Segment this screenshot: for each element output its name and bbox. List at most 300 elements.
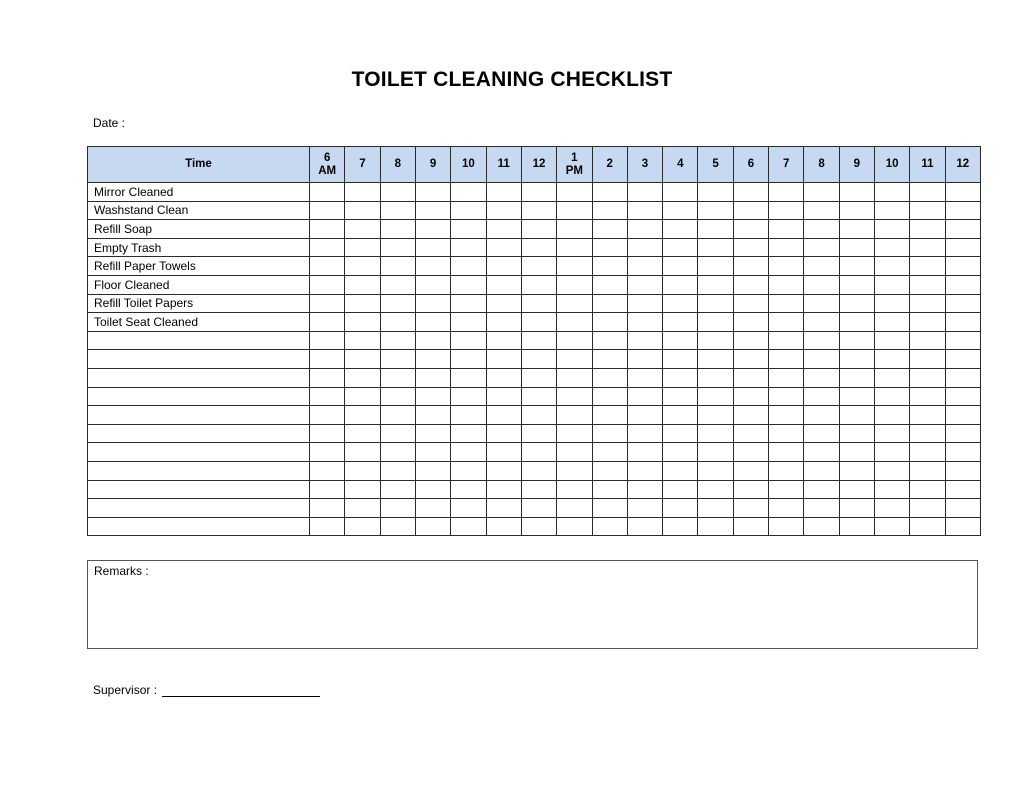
check-cell[interactable] [839,517,874,536]
check-cell[interactable] [345,238,380,257]
check-cell[interactable] [521,183,556,202]
check-cell[interactable] [345,331,380,350]
check-cell[interactable] [486,387,521,406]
check-cell[interactable] [451,461,486,480]
check-cell[interactable] [839,499,874,518]
check-cell[interactable] [910,257,945,276]
remarks-box[interactable] [87,560,978,649]
check-cell[interactable] [557,238,592,257]
check-cell[interactable] [804,220,839,239]
check-cell[interactable] [769,294,804,313]
check-cell[interactable] [415,443,450,462]
check-cell[interactable] [415,461,450,480]
check-cell[interactable] [380,480,415,499]
check-cell[interactable] [733,238,768,257]
check-cell[interactable] [486,350,521,369]
check-cell[interactable] [839,387,874,406]
check-cell[interactable] [839,350,874,369]
check-cell[interactable] [945,368,980,387]
check-cell[interactable] [839,238,874,257]
check-cell[interactable] [769,387,804,406]
check-cell[interactable] [521,257,556,276]
check-cell[interactable] [557,406,592,425]
check-cell[interactable] [698,387,733,406]
check-cell[interactable] [733,499,768,518]
check-cell[interactable] [733,480,768,499]
check-cell[interactable] [839,406,874,425]
check-cell[interactable] [910,238,945,257]
check-cell[interactable] [380,183,415,202]
check-cell[interactable] [592,331,627,350]
check-cell[interactable] [945,294,980,313]
check-cell[interactable] [839,257,874,276]
check-cell[interactable] [875,294,910,313]
check-cell[interactable] [839,443,874,462]
check-cell[interactable] [557,443,592,462]
check-cell[interactable] [345,387,380,406]
check-cell[interactable] [804,406,839,425]
check-cell[interactable] [875,424,910,443]
check-cell[interactable] [875,499,910,518]
check-cell[interactable] [451,294,486,313]
check-cell[interactable] [451,238,486,257]
check-cell[interactable] [875,368,910,387]
check-cell[interactable] [945,313,980,332]
check-cell[interactable] [804,201,839,220]
check-cell[interactable] [875,443,910,462]
supervisor-signature-line[interactable] [162,685,320,697]
check-cell[interactable] [380,424,415,443]
check-cell[interactable] [486,220,521,239]
check-cell[interactable] [486,183,521,202]
check-cell[interactable] [733,517,768,536]
check-cell[interactable] [592,294,627,313]
check-cell[interactable] [486,424,521,443]
check-cell[interactable] [486,294,521,313]
check-cell[interactable] [698,183,733,202]
check-cell[interactable] [733,257,768,276]
check-cell[interactable] [557,294,592,313]
check-cell[interactable] [945,220,980,239]
check-cell[interactable] [839,331,874,350]
check-cell[interactable] [521,220,556,239]
check-cell[interactable] [451,443,486,462]
check-cell[interactable] [345,424,380,443]
check-cell[interactable] [557,275,592,294]
check-cell[interactable] [875,461,910,480]
check-cell[interactable] [733,294,768,313]
check-cell[interactable] [839,313,874,332]
check-cell[interactable] [486,480,521,499]
check-cell[interactable] [769,238,804,257]
check-cell[interactable] [663,220,698,239]
check-cell[interactable] [769,461,804,480]
check-cell[interactable] [415,275,450,294]
check-cell[interactable] [415,480,450,499]
check-cell[interactable] [415,424,450,443]
check-cell[interactable] [627,331,662,350]
check-cell[interactable] [380,238,415,257]
check-cell[interactable] [415,183,450,202]
check-cell[interactable] [804,387,839,406]
check-cell[interactable] [804,313,839,332]
check-cell[interactable] [415,220,450,239]
check-cell[interactable] [698,313,733,332]
check-cell[interactable] [415,406,450,425]
check-cell[interactable] [380,257,415,276]
check-cell[interactable] [875,238,910,257]
check-cell[interactable] [839,201,874,220]
check-cell[interactable] [910,443,945,462]
check-cell[interactable] [733,313,768,332]
check-cell[interactable] [804,517,839,536]
check-cell[interactable] [910,275,945,294]
check-cell[interactable] [451,313,486,332]
check-cell[interactable] [627,406,662,425]
check-cell[interactable] [698,480,733,499]
check-cell[interactable] [310,331,345,350]
check-cell[interactable] [310,201,345,220]
check-cell[interactable] [592,461,627,480]
check-cell[interactable] [910,387,945,406]
check-cell[interactable] [521,517,556,536]
check-cell[interactable] [627,461,662,480]
check-cell[interactable] [310,480,345,499]
check-cell[interactable] [875,220,910,239]
check-cell[interactable] [663,201,698,220]
check-cell[interactable] [486,406,521,425]
check-cell[interactable] [451,257,486,276]
check-cell[interactable] [345,499,380,518]
check-cell[interactable] [875,387,910,406]
check-cell[interactable] [627,387,662,406]
check-cell[interactable] [521,461,556,480]
check-cell[interactable] [557,387,592,406]
check-cell[interactable] [521,238,556,257]
check-cell[interactable] [557,220,592,239]
check-cell[interactable] [698,461,733,480]
check-cell[interactable] [804,294,839,313]
check-cell[interactable] [380,499,415,518]
check-cell[interactable] [663,294,698,313]
check-cell[interactable] [310,368,345,387]
check-cell[interactable] [769,331,804,350]
check-cell[interactable] [380,201,415,220]
check-cell[interactable] [345,183,380,202]
check-cell[interactable] [769,517,804,536]
check-cell[interactable] [592,368,627,387]
check-cell[interactable] [945,350,980,369]
check-cell[interactable] [769,220,804,239]
check-cell[interactable] [663,443,698,462]
check-cell[interactable] [310,238,345,257]
check-cell[interactable] [310,424,345,443]
check-cell[interactable] [663,461,698,480]
check-cell[interactable] [451,183,486,202]
check-cell[interactable] [875,257,910,276]
check-cell[interactable] [698,350,733,369]
check-cell[interactable] [345,275,380,294]
check-cell[interactable] [380,387,415,406]
check-cell[interactable] [698,294,733,313]
check-cell[interactable] [521,275,556,294]
check-cell[interactable] [557,331,592,350]
check-cell[interactable] [345,461,380,480]
check-cell[interactable] [627,220,662,239]
check-cell[interactable] [663,331,698,350]
check-cell[interactable] [663,313,698,332]
check-cell[interactable] [627,313,662,332]
check-cell[interactable] [521,201,556,220]
check-cell[interactable] [733,183,768,202]
check-cell[interactable] [839,424,874,443]
check-cell[interactable] [804,368,839,387]
check-cell[interactable] [415,331,450,350]
check-cell[interactable] [698,201,733,220]
check-cell[interactable] [592,350,627,369]
check-cell[interactable] [486,275,521,294]
check-cell[interactable] [415,257,450,276]
check-cell[interactable] [310,461,345,480]
check-cell[interactable] [451,201,486,220]
check-cell[interactable] [451,350,486,369]
check-cell[interactable] [486,331,521,350]
check-cell[interactable] [345,350,380,369]
check-cell[interactable] [910,183,945,202]
check-cell[interactable] [310,257,345,276]
check-cell[interactable] [380,220,415,239]
check-cell[interactable] [910,480,945,499]
check-cell[interactable] [769,257,804,276]
check-cell[interactable] [486,238,521,257]
check-cell[interactable] [345,406,380,425]
check-cell[interactable] [486,313,521,332]
check-cell[interactable] [839,368,874,387]
check-cell[interactable] [627,201,662,220]
check-cell[interactable] [733,461,768,480]
check-cell[interactable] [380,313,415,332]
check-cell[interactable] [557,480,592,499]
check-cell[interactable] [486,443,521,462]
check-cell[interactable] [345,517,380,536]
check-cell[interactable] [310,294,345,313]
check-cell[interactable] [875,480,910,499]
check-cell[interactable] [521,480,556,499]
check-cell[interactable] [804,350,839,369]
check-cell[interactable] [521,350,556,369]
check-cell[interactable] [698,257,733,276]
check-cell[interactable] [945,424,980,443]
check-cell[interactable] [310,443,345,462]
check-cell[interactable] [627,443,662,462]
check-cell[interactable] [380,443,415,462]
check-cell[interactable] [910,461,945,480]
check-cell[interactable] [698,331,733,350]
check-cell[interactable] [663,368,698,387]
check-cell[interactable] [415,238,450,257]
check-cell[interactable] [557,313,592,332]
check-cell[interactable] [592,313,627,332]
check-cell[interactable] [310,275,345,294]
check-cell[interactable] [733,331,768,350]
check-cell[interactable] [875,350,910,369]
check-cell[interactable] [698,238,733,257]
check-cell[interactable] [769,424,804,443]
check-cell[interactable] [521,387,556,406]
check-cell[interactable] [945,183,980,202]
check-cell[interactable] [663,275,698,294]
check-cell[interactable] [910,350,945,369]
check-cell[interactable] [345,257,380,276]
check-cell[interactable] [380,461,415,480]
check-cell[interactable] [627,517,662,536]
check-cell[interactable] [663,480,698,499]
check-cell[interactable] [592,406,627,425]
check-cell[interactable] [521,424,556,443]
check-cell[interactable] [345,201,380,220]
check-cell[interactable] [945,499,980,518]
check-cell[interactable] [310,350,345,369]
check-cell[interactable] [627,257,662,276]
check-cell[interactable] [663,387,698,406]
check-cell[interactable] [557,201,592,220]
check-cell[interactable] [875,331,910,350]
check-cell[interactable] [627,350,662,369]
check-cell[interactable] [733,201,768,220]
check-cell[interactable] [557,368,592,387]
check-cell[interactable] [415,368,450,387]
check-cell[interactable] [663,350,698,369]
check-cell[interactable] [769,368,804,387]
check-cell[interactable] [910,499,945,518]
check-cell[interactable] [663,238,698,257]
check-cell[interactable] [415,499,450,518]
check-cell[interactable] [804,331,839,350]
check-cell[interactable] [804,257,839,276]
check-cell[interactable] [557,424,592,443]
check-cell[interactable] [839,294,874,313]
check-cell[interactable] [910,201,945,220]
check-cell[interactable] [310,183,345,202]
check-cell[interactable] [557,517,592,536]
check-cell[interactable] [521,331,556,350]
check-cell[interactable] [804,499,839,518]
check-cell[interactable] [875,313,910,332]
check-cell[interactable] [769,183,804,202]
check-cell[interactable] [945,461,980,480]
check-cell[interactable] [910,313,945,332]
check-cell[interactable] [345,368,380,387]
check-cell[interactable] [380,517,415,536]
check-cell[interactable] [310,517,345,536]
check-cell[interactable] [698,443,733,462]
check-cell[interactable] [627,294,662,313]
check-cell[interactable] [451,480,486,499]
check-cell[interactable] [839,461,874,480]
check-cell[interactable] [486,257,521,276]
check-cell[interactable] [769,275,804,294]
check-cell[interactable] [627,275,662,294]
check-cell[interactable] [345,294,380,313]
check-cell[interactable] [557,350,592,369]
check-cell[interactable] [310,406,345,425]
check-cell[interactable] [875,201,910,220]
check-cell[interactable] [486,461,521,480]
check-cell[interactable] [592,201,627,220]
check-cell[interactable] [910,424,945,443]
check-cell[interactable] [910,220,945,239]
check-cell[interactable] [698,368,733,387]
check-cell[interactable] [875,406,910,425]
check-cell[interactable] [310,499,345,518]
check-cell[interactable] [875,275,910,294]
check-cell[interactable] [945,257,980,276]
check-cell[interactable] [521,443,556,462]
check-cell[interactable] [663,406,698,425]
check-cell[interactable] [910,331,945,350]
check-cell[interactable] [592,220,627,239]
check-cell[interactable] [380,368,415,387]
check-cell[interactable] [380,331,415,350]
check-cell[interactable] [451,368,486,387]
check-cell[interactable] [592,275,627,294]
check-cell[interactable] [592,499,627,518]
check-cell[interactable] [627,480,662,499]
check-cell[interactable] [380,406,415,425]
check-cell[interactable] [592,517,627,536]
check-cell[interactable] [627,424,662,443]
check-cell[interactable] [910,406,945,425]
check-cell[interactable] [521,313,556,332]
check-cell[interactable] [486,368,521,387]
check-cell[interactable] [698,220,733,239]
check-cell[interactable] [663,517,698,536]
check-cell[interactable] [804,424,839,443]
check-cell[interactable] [451,387,486,406]
check-cell[interactable] [663,183,698,202]
check-cell[interactable] [733,275,768,294]
check-cell[interactable] [663,257,698,276]
check-cell[interactable] [592,238,627,257]
check-cell[interactable] [451,331,486,350]
check-cell[interactable] [945,238,980,257]
check-cell[interactable] [486,517,521,536]
check-cell[interactable] [875,517,910,536]
check-cell[interactable] [521,406,556,425]
check-cell[interactable] [627,499,662,518]
check-cell[interactable] [769,350,804,369]
check-cell[interactable] [627,368,662,387]
check-cell[interactable] [733,220,768,239]
check-cell[interactable] [380,275,415,294]
check-cell[interactable] [804,443,839,462]
check-cell[interactable] [415,313,450,332]
check-cell[interactable] [415,517,450,536]
check-cell[interactable] [451,517,486,536]
check-cell[interactable] [663,499,698,518]
check-cell[interactable] [839,183,874,202]
check-cell[interactable] [769,499,804,518]
check-cell[interactable] [804,238,839,257]
check-cell[interactable] [627,238,662,257]
check-cell[interactable] [380,294,415,313]
check-cell[interactable] [733,368,768,387]
check-cell[interactable] [345,443,380,462]
check-cell[interactable] [557,461,592,480]
check-cell[interactable] [557,183,592,202]
check-cell[interactable] [415,350,450,369]
check-cell[interactable] [733,406,768,425]
